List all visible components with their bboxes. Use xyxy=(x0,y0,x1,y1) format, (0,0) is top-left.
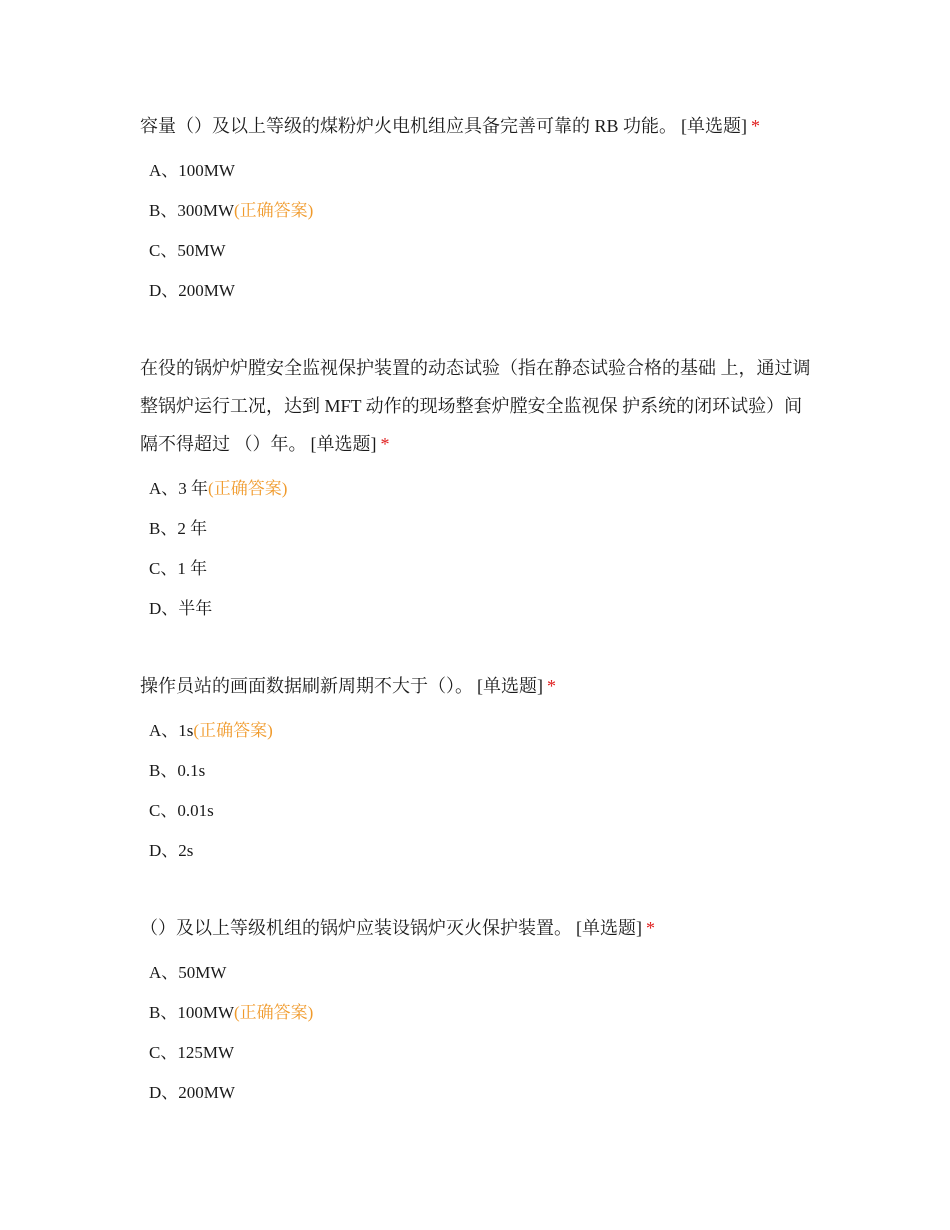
options-list xyxy=(140,151,820,311)
option-c[interactable] xyxy=(140,1033,820,1073)
question-type: [单选题] xyxy=(576,918,642,938)
question-2 xyxy=(140,349,820,629)
question-title xyxy=(140,349,820,463)
options-list xyxy=(140,953,820,1113)
option-c[interactable] xyxy=(140,549,820,589)
option-label: C、1 年 xyxy=(149,559,208,578)
question-4 xyxy=(140,909,820,1113)
correct-answer-tag: (正确答案) xyxy=(234,201,314,220)
question-title xyxy=(140,107,820,145)
option-label: A、100MW xyxy=(149,161,235,180)
option-b[interactable] xyxy=(140,191,820,231)
required-marker: * xyxy=(646,918,655,938)
option-d[interactable] xyxy=(140,831,820,871)
option-b[interactable] xyxy=(140,993,820,1033)
question-text: 在役的锅炉炉膛安全监视保护装置的动态试验（指在静态试验合格的基础 上，通过调整锅炉运行工况，达到 MFT 动作的现场整套炉膛安全监视保 护系统的闭环试验）间隔不得超过 （）年。 xyxy=(140,358,811,454)
question-title xyxy=(140,667,820,705)
option-label: A、3 年 xyxy=(149,479,209,498)
option-a[interactable] xyxy=(140,469,820,509)
option-label: B、100MW xyxy=(149,1003,234,1022)
option-a[interactable] xyxy=(140,711,820,751)
option-label: D、200MW xyxy=(149,281,235,300)
question-type: [单选题] xyxy=(477,676,543,696)
option-c[interactable] xyxy=(140,231,820,271)
required-marker: * xyxy=(380,434,390,454)
option-label: A、50MW xyxy=(149,963,227,982)
options-list xyxy=(140,469,820,629)
option-label: C、0.01s xyxy=(149,801,214,820)
option-d[interactable] xyxy=(140,589,820,629)
option-label: A、1s xyxy=(149,721,194,740)
question-type: [单选题] xyxy=(681,116,748,136)
option-a[interactable] xyxy=(140,151,820,191)
question-text: 容量（）及以上等级的煤粉炉火电机组应具备完善可靠的 RB 功能。 xyxy=(140,116,678,136)
correct-answer-tag: (正确答案) xyxy=(208,479,288,498)
option-a[interactable] xyxy=(140,953,820,993)
option-label: C、50MW xyxy=(149,241,226,260)
option-d[interactable] xyxy=(140,271,820,311)
option-label: D、半年 xyxy=(149,599,213,618)
option-label: B、2 年 xyxy=(149,519,208,538)
question-3 xyxy=(140,667,820,871)
question-text: 操作员站的画面数据刷新周期不大于（）。 xyxy=(140,676,473,696)
option-b[interactable] xyxy=(140,751,820,791)
option-label: C、125MW xyxy=(149,1043,234,1062)
question-1 xyxy=(140,107,820,311)
correct-answer-tag: (正确答案) xyxy=(234,1003,314,1022)
option-label: D、2s xyxy=(149,841,194,860)
required-marker: * xyxy=(547,676,556,696)
option-label: B、300MW xyxy=(149,201,234,220)
option-c[interactable] xyxy=(140,791,820,831)
correct-answer-tag: (正确答案) xyxy=(193,721,273,740)
option-label: D、200MW xyxy=(149,1083,235,1102)
option-b[interactable] xyxy=(140,509,820,549)
options-list xyxy=(140,711,820,871)
option-d[interactable] xyxy=(140,1073,820,1113)
option-label: B、0.1s xyxy=(149,761,206,780)
question-text: （）及以上等级机组的锅炉应装设锅炉灭火保护装置。 xyxy=(140,918,572,938)
question-title xyxy=(140,909,820,947)
required-marker: * xyxy=(751,116,761,136)
question-type: [单选题] xyxy=(310,434,377,454)
